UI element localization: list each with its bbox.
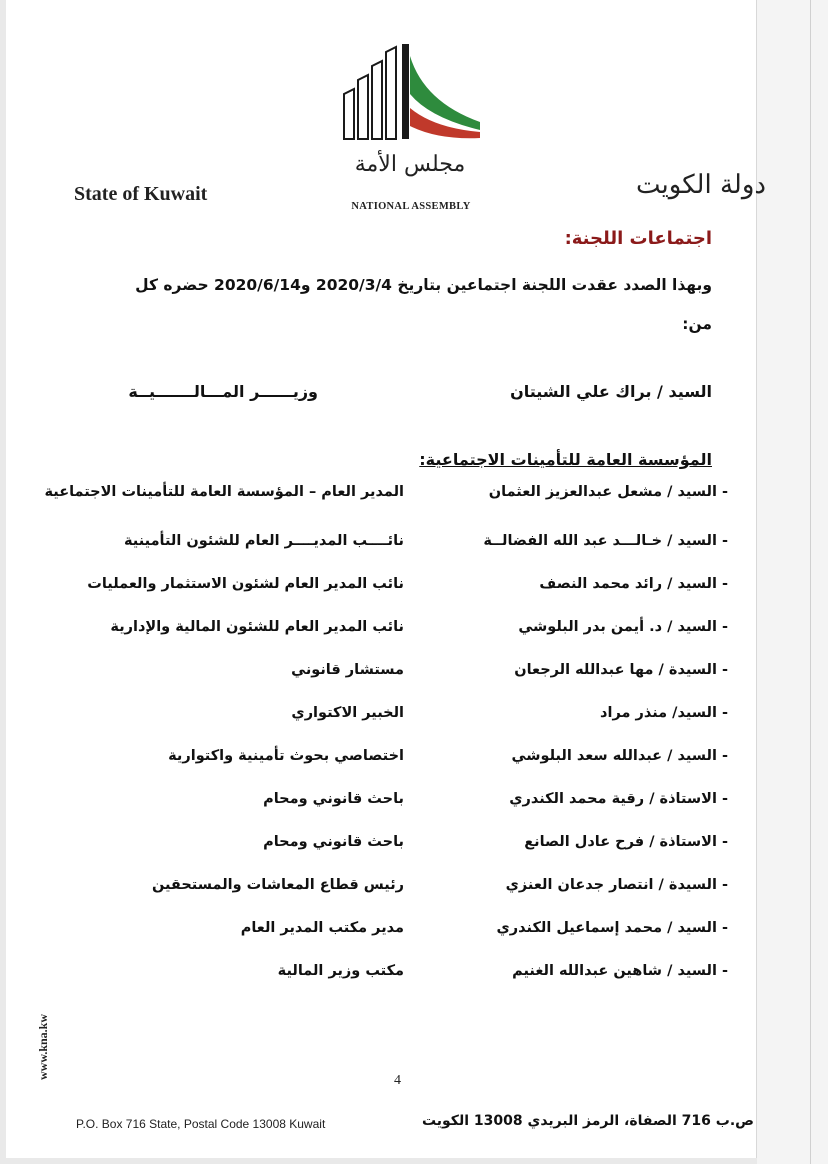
attendee-name: - السيد/ منذر مراد <box>600 705 728 721</box>
attendee-row <box>80 791 740 821</box>
attendee-name: - الاستاذة / فرح عادل الصانع <box>524 834 728 850</box>
section-title: اجتماعات اللجنة: <box>564 228 712 249</box>
attendee-row <box>80 576 740 606</box>
logo-bar-2 <box>358 75 368 139</box>
logo-bar-1 <box>344 89 354 139</box>
attendee-title: اختصاصي بحوث تأمينية واكتوارية <box>168 748 404 764</box>
minister-title: وزيــــــر المـــالـــــــيــة <box>128 382 318 401</box>
state-of-kuwait-arabic-label: دولة الكويت <box>636 170 766 200</box>
attendee-title: مستشار قانوني <box>291 662 404 678</box>
attendee-title: نائب المدير العام للشئون المالية والإدارية <box>110 619 404 635</box>
logo-bars <box>344 47 396 139</box>
attendee-row <box>80 748 740 778</box>
attendee-title: مكتب وزير المالية <box>277 963 404 979</box>
logo-pillar <box>402 44 409 139</box>
attendee-title: باحث قانوني ومحام <box>263 791 404 807</box>
state-of-kuwait-label: State of Kuwait <box>74 183 208 205</box>
attendee-name: - السيد / د. أيمن بدر البلوشي <box>518 619 728 635</box>
attendee-name: - السيد / عبدالله سعد البلوشي <box>511 748 728 764</box>
intro-line-2: من: <box>682 315 712 333</box>
attendee-name: - السيد / شاهين عبدالله الغنيم <box>512 963 728 979</box>
organization-heading: المؤسسة العامة للتأمينات الاجتماعية: <box>419 450 712 469</box>
attendee-row <box>80 662 740 692</box>
attendee-row <box>80 533 740 563</box>
footer-address-english: P.O. Box 716 State, Postal Code 13008 Kuwait <box>76 1117 326 1131</box>
footer-address-arabic: ص.ب 716 الصفاة، الرمز البريدي 13008 الكويت <box>421 1113 754 1129</box>
attendee-title: مدير مكتب المدير العام <box>240 920 404 936</box>
attendee-row <box>80 877 740 907</box>
attendee-title: الخبير الاكتواري <box>291 705 404 721</box>
attendee-row <box>80 619 740 649</box>
logo-bar-3 <box>372 61 382 139</box>
attendee-row <box>80 834 740 864</box>
logo-arabic-text: مجلس الأمة <box>354 152 466 177</box>
page-edge <box>757 0 828 1164</box>
attendee-title: رئيس قطاع المعاشات والمستحقين <box>151 877 404 893</box>
attendee-name: - السيد / رائد محمد النصف <box>539 576 728 592</box>
attendee-name: - السيدة / مها عبدالله الرجعان <box>514 662 728 678</box>
attendee-name: - السيد / محمد إسماعيل الكندري <box>496 920 728 936</box>
page-number: 4 <box>394 1073 401 1088</box>
attendee-title: نائــــب المديــــر العام للشئون التأمينية <box>124 533 404 549</box>
side-url: www.kna.kw <box>36 1013 50 1080</box>
attendee-name: - السيدة / انتصار جدعان العنزي <box>505 877 728 893</box>
national-assembly-logo <box>338 42 484 217</box>
attendee-name: - السيد / خـالـــد عبد الله الفضالــة <box>483 533 728 549</box>
attendee-row <box>80 920 740 950</box>
attendee-title: باحث قانوني ومحام <box>263 834 404 850</box>
attendee-row <box>80 705 740 735</box>
logo-english-text: NATIONAL ASSEMBLY <box>351 201 471 212</box>
attendee-title: نائب المدير العام لشئون الاستثمار والعمليات <box>87 576 404 592</box>
attendee-row <box>44 484 740 514</box>
intro-line-1: وبهذا الصدد عقدت اللجنة اجتماعين بتاريخ 2020/3/4 و2020/6/14 حضره كل <box>135 276 712 294</box>
attendee-row <box>80 963 740 993</box>
attendee-title: المدير العام – المؤسسة العامة للتأمينات الاجتماعية <box>44 484 404 500</box>
attendee-name: - الاستاذة / رقية محمد الكندري <box>509 791 728 807</box>
attendee-name: - السيد / مشعل عبدالعزيز العثمان <box>488 484 728 500</box>
page-edge-line <box>810 0 811 1164</box>
minister-name: السيد / براك علي الشيتان <box>510 382 712 401</box>
logo-bar-4 <box>386 47 396 139</box>
